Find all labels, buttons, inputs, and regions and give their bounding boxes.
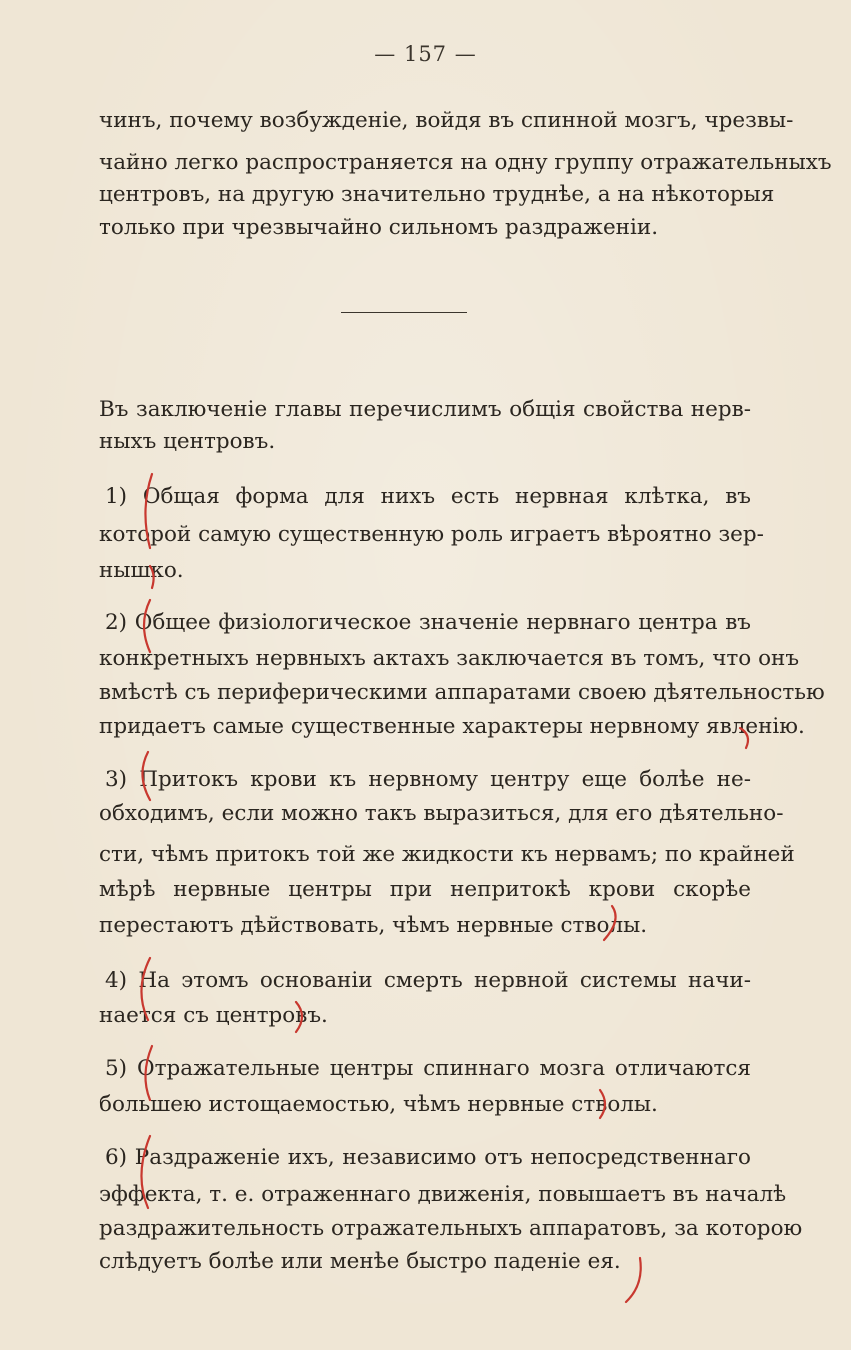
summary-line-2: ныхъ центровъ. (99, 429, 276, 454)
item-3-line-3: сти, чѣмъ притокъ той же жидкости къ нервамъ; по крайней (99, 842, 795, 867)
item-1-line-3: нышко. (99, 558, 184, 583)
item-4-line-2: нается съ центровъ. (99, 1003, 328, 1028)
summary-line-1: Въ заключеніе главы перечислимъ общія свойства нерв- (99, 397, 751, 422)
page-number: — 157 — (374, 42, 477, 66)
item-6-line-1: 6) Раздраженіе ихъ, независимо отъ непосредственнаго (105, 1145, 751, 1170)
item-1-line-1: 1) Общая форма для нихъ есть нервная клѣтка, въ (105, 484, 751, 509)
item-6-line-2: эффекта, т. е. отраженнаго движенія, повышаетъ въ началѣ (99, 1182, 787, 1207)
item-1-line-2: которой самую существенную роль играетъ вѣроятно зер- (99, 522, 764, 547)
intro-line-1: чинъ, почему возбужденіе, войдя въ спинной мозгъ, чрезвы- (99, 108, 794, 133)
bracket-mark (626, 1258, 641, 1302)
item-2-line-3: вмѣстѣ съ периферическими аппаратами своею дѣятельностью (99, 680, 825, 705)
item-6-line-4: слѣдуетъ болѣе или менѣе быстро паденіе ея. (99, 1249, 621, 1274)
section-divider (341, 312, 467, 313)
item-3-line-2: обходимъ, если можно такъ выразиться, для его дѣятельно- (99, 801, 784, 826)
intro-line-2: чайно легко распространяется на одну группу отражательныхъ (99, 150, 832, 175)
intro-line-3: центровъ, на другую значительно труднѣе, а на нѣкоторыя (99, 182, 775, 207)
item-3-line-1: 3) Притокъ крови къ нервному центру еще болѣе не- (105, 767, 751, 792)
item-6-line-3: раздражительность отражательныхъ аппаратовъ, за которою (99, 1216, 803, 1241)
intro-line-4: только при чрезвычайно сильномъ раздраженіи. (99, 215, 659, 240)
item-5-line-1: 5) Отражательные центры спиннаго мозга отличаются (105, 1056, 751, 1081)
item-2-line-1: 2) Общее физіологическое значеніе нервнаго центра въ (105, 610, 751, 635)
item-5-line-2: большею истощаемостью, чѣмъ нервные стволы. (99, 1092, 658, 1117)
item-2-line-2: конкретныхъ нервныхъ актахъ заключается въ томъ, что онъ (99, 646, 800, 671)
item-3-line-4: мѣрѣ нервные центры при непритокѣ крови скорѣе (99, 877, 751, 902)
item-4-line-1: 4) На этомъ основаніи смерть нервной системы начи- (105, 968, 751, 993)
item-3-line-5: перестаютъ дѣйствовать, чѣмъ нервные стволы. (99, 913, 648, 938)
item-2-line-4: придаетъ самые существенные характеры нервному явленію. (99, 714, 805, 739)
